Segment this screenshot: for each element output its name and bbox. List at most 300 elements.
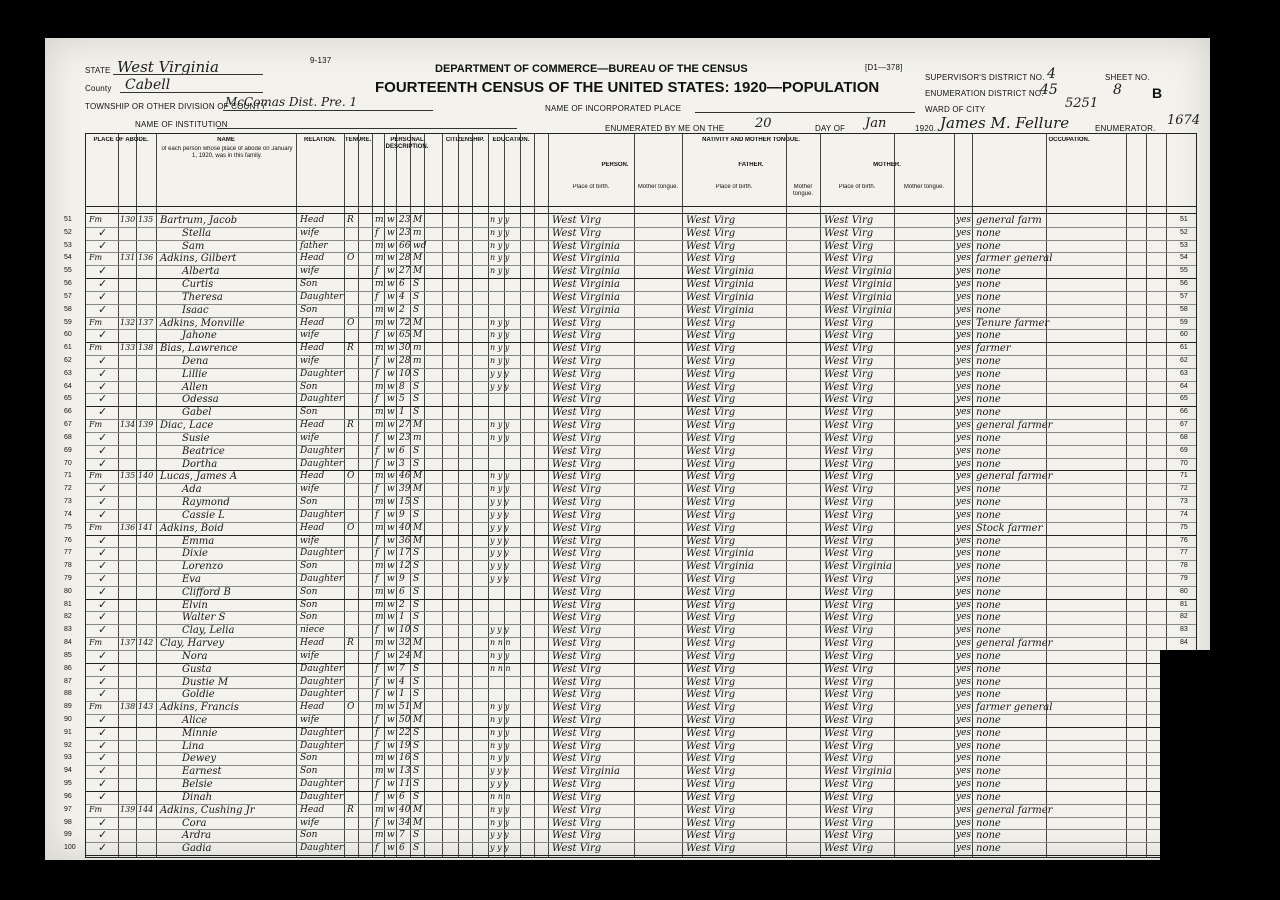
- cell-sex: m: [375, 612, 384, 623]
- line-number: 52: [64, 228, 72, 236]
- cell-race: w: [387, 304, 395, 315]
- person-header: PERSON.: [601, 162, 629, 168]
- cell-rel: Son: [300, 304, 318, 315]
- line-number: 54: [64, 254, 72, 262]
- cell-sex: f: [375, 330, 379, 341]
- cell-pob: West Virg: [552, 625, 602, 637]
- cell-sex: m: [375, 599, 384, 610]
- cell-eng: yes: [956, 676, 972, 687]
- cell-name: Lucas, James A: [160, 471, 238, 483]
- cell-ms: S: [413, 394, 420, 405]
- cell-name: Adkins, Gilbert: [160, 253, 237, 265]
- cell-eng: yes: [956, 356, 972, 367]
- check-mark-icon: ✓: [98, 483, 108, 496]
- check-mark-icon: ✓: [98, 585, 108, 598]
- cell-eng: yes: [956, 702, 972, 713]
- cell-sex: m: [375, 240, 384, 251]
- cell-pob: West Virg: [552, 740, 602, 752]
- line-number: 72: [64, 485, 72, 493]
- enumeration-month: Jan: [865, 116, 887, 131]
- cell-dw: Fm: [89, 638, 103, 648]
- cell-occ: none: [976, 509, 1001, 521]
- cell-pob: West Virginia: [552, 279, 620, 291]
- cell-sex: f: [375, 227, 379, 238]
- line-number: 63: [1180, 369, 1188, 377]
- line-number: 100: [64, 844, 76, 852]
- cell-ms: m: [413, 227, 422, 238]
- cell-fpob: West Virg: [686, 497, 736, 509]
- cell-ed: n y y: [490, 740, 510, 750]
- cell-mpob: West Virg: [824, 330, 874, 342]
- cell-occ: Stock farmer: [976, 522, 1043, 534]
- cell-d: 138: [120, 702, 136, 712]
- cell-f: 141: [138, 522, 154, 532]
- cell-mpob: West Virg: [824, 253, 874, 265]
- cell-race: w: [387, 548, 395, 559]
- cell-name: Allen: [182, 381, 208, 393]
- cell-ms: S: [413, 407, 420, 418]
- cell-occ: none: [976, 676, 1001, 688]
- cell-age: 6: [399, 445, 405, 456]
- cell-race: w: [387, 830, 395, 841]
- cell-mpob: West Virginia: [824, 766, 892, 778]
- cell-eng: yes: [956, 330, 972, 341]
- cell-name: Clay, Lelia: [182, 625, 235, 637]
- cell-rel: Son: [300, 599, 318, 610]
- cell-age: 65: [399, 330, 411, 341]
- line-number: 67: [64, 421, 72, 429]
- check-mark-icon: ✓: [98, 457, 108, 470]
- cell-occ: none: [976, 368, 1001, 380]
- line-number: 93: [64, 754, 72, 762]
- cell-sex: f: [375, 625, 379, 636]
- cell-fpob: West Virg: [686, 779, 736, 791]
- cell-ms: M: [413, 522, 423, 533]
- cell-ms: M: [413, 484, 423, 495]
- cell-ten: O: [347, 702, 355, 713]
- check-mark-icon: ✓: [98, 547, 108, 560]
- cell-name: Alberta: [182, 266, 220, 278]
- cell-ten: O: [347, 253, 355, 264]
- cell-race: w: [387, 791, 395, 802]
- line-number: 91: [64, 728, 72, 736]
- cell-ms: S: [413, 766, 420, 777]
- cell-mpob: West Virg: [824, 240, 874, 252]
- cell-eng: yes: [956, 830, 972, 841]
- cell-eng: yes: [956, 689, 972, 700]
- cell-mpob: West Virg: [824, 612, 874, 624]
- cell-age: 28: [399, 356, 411, 367]
- cell-eng: yes: [956, 291, 972, 302]
- cell-pob: West Virg: [552, 227, 602, 239]
- cell-occ: none: [976, 484, 1001, 496]
- enumerator-name: James M. Fellure: [940, 114, 1070, 132]
- line-number: 81: [64, 600, 72, 608]
- line-number: 73: [64, 498, 72, 506]
- name-subheader: of each person whose place of abode on January 1, 1920, was in this family.: [161, 146, 293, 159]
- cell-occ: none: [976, 535, 1001, 547]
- cell-pob: West Virg: [552, 535, 602, 547]
- line-number: 69: [64, 446, 72, 454]
- cell-name: Bias, Lawrence: [160, 343, 238, 355]
- cell-fpob: West Virg: [686, 343, 736, 355]
- cell-ms: M: [413, 702, 423, 713]
- cell-race: w: [387, 804, 395, 815]
- cell-dw: Fm: [89, 215, 103, 224]
- enumeration-day: 20: [755, 116, 772, 131]
- cell-fpob: West Virg: [686, 753, 736, 765]
- cell-age: 3: [399, 458, 405, 469]
- cell-fpob: West Virg: [686, 317, 736, 329]
- tenure-header: TENURE.: [344, 137, 372, 143]
- cell-pob: West Virginia: [552, 253, 620, 265]
- line-number: 67: [1180, 421, 1188, 429]
- cell-eng: yes: [956, 535, 972, 546]
- cell-race: w: [387, 522, 395, 533]
- cell-age: 51: [399, 702, 411, 713]
- cell-age: 23: [399, 215, 411, 225]
- cell-sex: f: [375, 291, 379, 302]
- cell-age: 30: [399, 343, 411, 354]
- cell-rel: Son: [300, 279, 318, 290]
- enumeration-district-label: ENUMERATION DISTRICT NO.: [925, 89, 1044, 98]
- line-number: 79: [64, 574, 72, 582]
- cell-occ: none: [976, 817, 1001, 829]
- cell-fpob: West Virg: [686, 227, 736, 239]
- line-number: 56: [1180, 280, 1188, 288]
- sheet-letter: B: [1152, 85, 1163, 101]
- cell-mpob: West Virg: [824, 702, 874, 714]
- cell-race: w: [387, 484, 395, 495]
- line-number: 53: [1180, 241, 1188, 249]
- cell-race: w: [387, 625, 395, 636]
- cell-mpob: West Virg: [824, 586, 874, 598]
- cell-name: Elvin: [182, 599, 208, 611]
- check-mark-icon: ✓: [98, 355, 108, 368]
- cell-race: w: [387, 740, 395, 751]
- cell-sex: f: [375, 727, 379, 738]
- line-number: 81: [1180, 600, 1188, 608]
- cell-race: w: [387, 766, 395, 777]
- cell-race: w: [387, 381, 395, 392]
- cell-age: 19: [399, 740, 411, 751]
- line-number: 94: [64, 767, 72, 775]
- cell-fpob: West Virg: [686, 663, 736, 675]
- mother-tongue-header: Mother tongue.: [903, 184, 945, 190]
- cell-ms: S: [413, 663, 420, 674]
- line-number: 99: [64, 831, 72, 839]
- cell-pob: West Virg: [552, 599, 602, 611]
- cell-fpob: West Virg: [686, 215, 736, 226]
- cell-ten: O: [347, 471, 355, 482]
- cell-age: 4: [399, 291, 405, 302]
- cell-occ: none: [976, 791, 1001, 803]
- cell-rel: Daughter: [300, 727, 344, 738]
- line-number: 71: [1180, 472, 1188, 480]
- cell-ms: M: [413, 650, 423, 661]
- cell-eng: yes: [956, 445, 972, 456]
- cell-age: 39: [399, 484, 411, 495]
- cell-fpob: West Virg: [686, 253, 736, 265]
- cell-rel: Head: [300, 638, 325, 649]
- township-value: McComas Dist. Pre. 1: [225, 95, 358, 109]
- check-mark-icon: ✓: [98, 431, 108, 444]
- cell-fpob: West Virg: [686, 702, 736, 714]
- check-mark-icon: ✓: [98, 713, 108, 726]
- line-number: 64: [1180, 382, 1188, 390]
- cell-sex: f: [375, 676, 379, 687]
- cell-ms: S: [413, 573, 420, 584]
- cell-eng: yes: [956, 368, 972, 379]
- cell-rel: Daughter: [300, 689, 344, 700]
- cell-ms: S: [413, 625, 420, 636]
- cell-ten: R: [347, 638, 354, 649]
- line-number: 65: [1180, 395, 1188, 403]
- state-label: STATE: [85, 66, 111, 75]
- cell-fpob: West Virg: [686, 740, 736, 752]
- cell-pob: West Virginia: [552, 304, 620, 316]
- cell-mpob: West Virginia: [824, 266, 892, 278]
- ward-label: WARD OF CITY: [925, 105, 986, 114]
- cell-pob: West Virginia: [552, 766, 620, 778]
- cell-pob: West Virg: [552, 612, 602, 624]
- cell-race: w: [387, 317, 395, 328]
- line-number: 73: [1180, 498, 1188, 506]
- cell-rel: Daughter: [300, 291, 344, 302]
- cell-fpob: West Virginia: [686, 291, 754, 303]
- cell-rel: wife: [300, 330, 320, 341]
- cell-rel: Head: [300, 215, 325, 225]
- cell-rel: Head: [300, 471, 325, 482]
- cell-eng: yes: [956, 266, 972, 277]
- cell-name: Gusta: [182, 663, 212, 675]
- check-mark-icon: ✓: [98, 739, 108, 752]
- cell-name: Cassie L: [182, 509, 225, 521]
- check-mark-icon: ✓: [98, 265, 108, 278]
- cell-age: 8: [399, 381, 405, 392]
- cell-rel: Daughter: [300, 740, 344, 751]
- cell-race: w: [387, 612, 395, 623]
- cell-name: Lorenzo: [182, 561, 224, 573]
- cell-race: w: [387, 227, 395, 238]
- cell-occ: none: [976, 304, 1001, 316]
- cell-eng: yes: [956, 638, 972, 649]
- cell-ed: n y y: [490, 215, 510, 224]
- cell-fpob: West Virg: [686, 689, 736, 701]
- cell-pob: West Virg: [552, 368, 602, 380]
- line-number: 82: [1180, 613, 1188, 621]
- cell-sex: m: [375, 586, 384, 597]
- cell-race: w: [387, 676, 395, 687]
- cell-occ: none: [976, 291, 1001, 303]
- cell-d: 130: [120, 215, 136, 224]
- cell-sex: m: [375, 343, 384, 354]
- cell-occ: none: [976, 753, 1001, 765]
- cell-race: w: [387, 330, 395, 341]
- cell-mpob: West Virg: [824, 356, 874, 368]
- father-tongue-header: Mother tongue.: [792, 184, 814, 197]
- cell-name: Clay, Harvey: [160, 638, 225, 650]
- cell-name: Emma: [182, 535, 215, 547]
- cell-age: 23: [399, 227, 411, 238]
- cell-age: 6: [399, 843, 405, 854]
- cell-ms: M: [413, 317, 423, 328]
- cell-mpob: West Virg: [824, 779, 874, 791]
- cell-eng: yes: [956, 779, 972, 790]
- cell-fpob: West Virg: [686, 330, 736, 342]
- cell-d: 137: [120, 638, 136, 648]
- cell-ed: n y y: [490, 343, 510, 353]
- line-number: 56: [64, 280, 72, 288]
- cell-name: Eva: [182, 573, 201, 585]
- cell-race: w: [387, 407, 395, 418]
- check-mark-icon: ✓: [98, 329, 108, 342]
- cell-race: w: [387, 779, 395, 790]
- cell-d: 136: [120, 522, 136, 532]
- cell-occ: none: [976, 625, 1001, 637]
- cell-occ: farmer general: [976, 702, 1053, 714]
- check-mark-icon: ✓: [98, 816, 108, 829]
- cell-occ: none: [976, 458, 1001, 470]
- line-number: 59: [1180, 318, 1188, 326]
- cell-name: Adkins, Boid: [160, 522, 224, 534]
- day-of-label: DAY OF: [815, 124, 846, 133]
- cell-f: 137: [138, 317, 154, 327]
- check-mark-icon: ✓: [98, 406, 108, 419]
- cell-ms: M: [413, 804, 423, 815]
- cell-ed: n y y: [490, 702, 510, 712]
- cell-name: Diac, Lace: [160, 420, 214, 432]
- cell-dw: Fm: [89, 253, 103, 263]
- cell-rel: wife: [300, 266, 320, 277]
- cell-sex: m: [375, 638, 384, 649]
- cell-name: Odessa: [182, 394, 219, 406]
- cell-mpob: West Virg: [824, 830, 874, 842]
- cell-age: 46: [399, 471, 411, 482]
- cell-race: w: [387, 291, 395, 302]
- check-mark-icon: ✓: [98, 598, 108, 611]
- cell-ms: S: [413, 599, 420, 610]
- cell-fpob: West Virg: [686, 458, 736, 470]
- cell-rel: Son: [300, 586, 318, 597]
- cell-eng: yes: [956, 279, 972, 290]
- check-mark-icon: ✓: [98, 624, 108, 637]
- line-number: 51: [1180, 216, 1188, 223]
- cell-age: 9: [399, 509, 405, 520]
- cell-mpob: West Virginia: [824, 561, 892, 573]
- cell-name: Curtis: [182, 279, 214, 291]
- line-number: 82: [64, 613, 72, 621]
- cell-mpob: West Virg: [824, 497, 874, 509]
- cell-occ: none: [976, 586, 1001, 598]
- cell-rel: wife: [300, 535, 320, 546]
- cell-occ: general farmer: [976, 638, 1053, 650]
- cell-ed: y y y: [490, 522, 509, 532]
- cell-fpob: West Virg: [686, 535, 736, 547]
- cell-mpob: West Virg: [824, 215, 874, 226]
- cell-age: 4: [399, 676, 405, 687]
- cell-rel: Head: [300, 253, 325, 264]
- cell-pob: West Virg: [552, 702, 602, 714]
- cell-ms: S: [413, 676, 420, 687]
- cell-ed: n y y: [490, 804, 510, 814]
- cell-rel: wife: [300, 817, 320, 828]
- cell-pob: West Virg: [552, 394, 602, 406]
- check-mark-icon: ✓: [98, 393, 108, 406]
- cell-f: 144: [138, 804, 154, 814]
- cell-race: w: [387, 458, 395, 469]
- line-number: 64: [64, 382, 72, 390]
- cell-pob: West Virg: [552, 343, 602, 355]
- check-mark-icon: ✓: [98, 790, 108, 803]
- cell-name: Raymond: [182, 497, 230, 509]
- check-mark-icon: ✓: [98, 496, 108, 509]
- cell-ms: S: [413, 497, 420, 508]
- line-number: 80: [64, 587, 72, 595]
- cell-age: 1: [399, 407, 405, 418]
- cell-name: Adkins, Monville: [160, 317, 245, 329]
- cell-eng: yes: [956, 727, 972, 738]
- cell-fpob: West Virg: [686, 368, 736, 380]
- cell-rel: Daughter: [300, 368, 344, 379]
- cell-fpob: West Virg: [686, 599, 736, 611]
- cell-fpob: West Virg: [686, 509, 736, 521]
- cell-fpob: West Virg: [686, 586, 736, 598]
- cell-ms: S: [413, 445, 420, 456]
- cell-ed: n y y: [490, 266, 510, 276]
- cell-sex: f: [375, 535, 379, 546]
- cell-age: 40: [399, 522, 411, 533]
- cell-age: 23: [399, 432, 411, 443]
- cell-ms: S: [413, 753, 420, 764]
- cell-occ: none: [976, 330, 1001, 342]
- cell-name: Dinah: [182, 791, 213, 803]
- line-number: 95: [64, 780, 72, 788]
- cell-ed: y y y: [490, 830, 509, 840]
- cell-name: Dena: [182, 356, 209, 368]
- check-mark-icon: ✓: [98, 444, 108, 457]
- enumeration-district-value: 45: [1040, 82, 1058, 98]
- cell-occ: none: [976, 650, 1001, 662]
- line-number: 52: [1180, 228, 1188, 236]
- education-header: EDUCATION.: [492, 137, 530, 143]
- cell-mpob: West Virg: [824, 573, 874, 585]
- cell-pob: West Virg: [552, 471, 602, 483]
- cell-fpob: West Virg: [686, 650, 736, 662]
- cell-ms: wd: [413, 240, 427, 251]
- cell-age: 72: [399, 317, 411, 328]
- cell-ed: n y y: [490, 317, 510, 327]
- cell-ed: n y y: [490, 753, 510, 763]
- cell-mpob: West Virg: [824, 689, 874, 701]
- check-mark-icon: ✓: [98, 752, 108, 765]
- cell-fpob: West Virg: [686, 727, 736, 739]
- cell-sex: f: [375, 740, 379, 751]
- cell-eng: yes: [956, 471, 972, 482]
- cell-ms: S: [413, 291, 420, 302]
- check-mark-icon: ✓: [98, 560, 108, 573]
- cell-ed: y y y: [490, 548, 509, 558]
- line-number: 61: [1180, 344, 1188, 352]
- cell-mpob: West Virg: [824, 509, 874, 521]
- cell-race: w: [387, 586, 395, 597]
- cell-pob: West Virg: [552, 356, 602, 368]
- cell-sex: m: [375, 830, 384, 841]
- state-value: West Virginia: [117, 58, 219, 76]
- cell-name: Dewey: [182, 753, 217, 765]
- cell-occ: none: [976, 548, 1001, 560]
- cell-ed: n y y: [490, 227, 510, 237]
